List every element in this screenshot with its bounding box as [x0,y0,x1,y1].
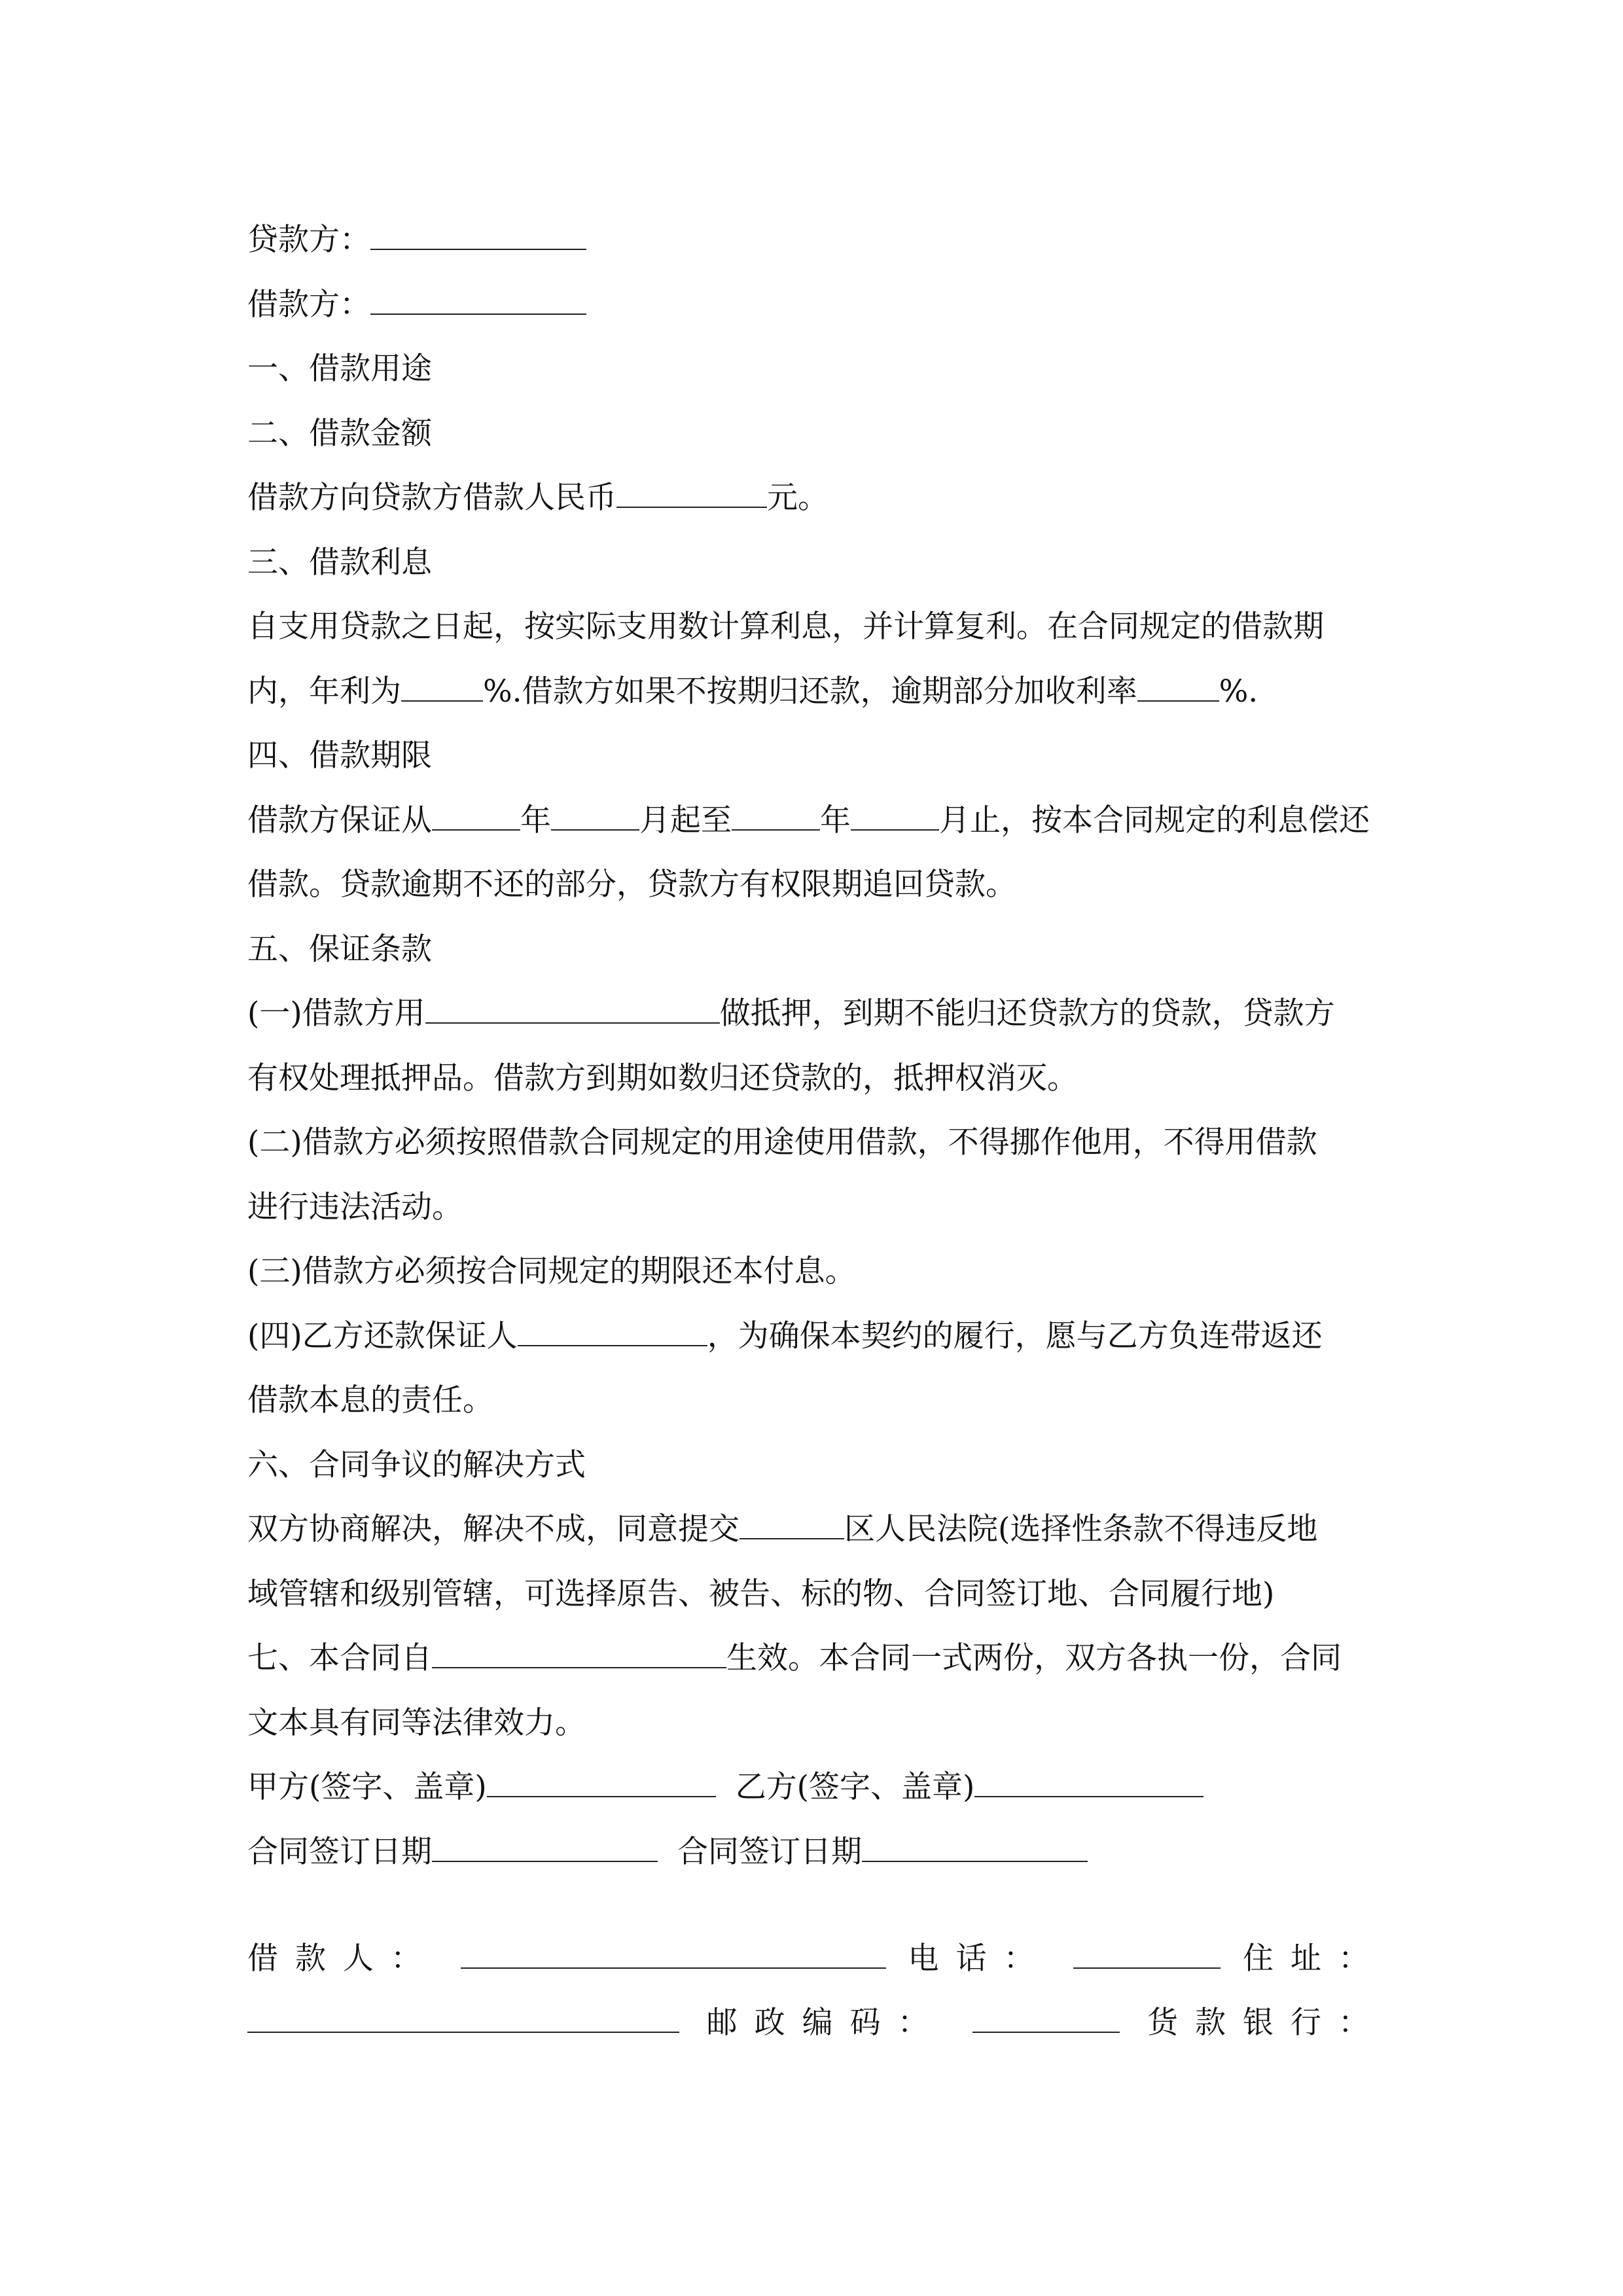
section-3-title: 三、借款利息 [247,544,432,581]
lender-line [247,208,1386,273]
phone-label: 电话： [908,1941,1052,1977]
dispute-text-b: 区人民法院(选择性条款不得违反地 [844,1511,1318,1547]
rate-text-c: %. [1219,673,1258,709]
borrower-person-blank [461,1941,886,1969]
address-blank [247,2005,679,2033]
amount-blank [616,480,767,508]
phone-blank [1073,1941,1221,1969]
term-text-c: 月起至 [639,802,732,838]
party-b-label: 乙方(签字、盖章) [735,1769,975,1805]
term-text-a: 借款方保证从 [247,802,432,838]
postcode-blank [972,2005,1120,2033]
borrower-label: 借款方： [247,286,370,323]
party-a-label: 甲方(签字、盖章) [247,1769,487,1805]
borrower-info-line-1 [247,1927,1386,1992]
overdue-rate-blank [1137,674,1219,702]
clause-4-text-b: ，为确保本契约的履行，愿与乙方负连带返还 [707,1318,1323,1354]
dispute-text-a: 双方协商解决，解决不成，同意提交 [247,1511,740,1547]
collateral-blank [425,996,720,1024]
section-1-title: 一、借款用途 [247,351,432,387]
borrower-blank [370,287,586,315]
sign-date-a-blank [432,1835,658,1862]
amount-text: 借款方向贷款方借款人民币 [247,480,616,516]
section-4-title: 四、借款期限 [247,738,432,774]
start-month-blank [551,803,639,831]
clause-1-text-a: (一)借款方用 [247,996,425,1031]
lender-label: 贷款方： [247,222,370,258]
clause-1-text-b: 做抵押，到期不能归还贷款方的贷款，贷款方 [719,996,1335,1031]
party-a-blank [487,1770,716,1797]
postcode-label: 邮政编码： [706,2005,946,2041]
section-2-amount [247,466,1386,531]
borrower-person-label: 借款人： [247,1941,438,1977]
clause-1-line-2: 有权处理抵押品。借款方到期如数归还贷款的，抵押权消灭。 [247,1060,1078,1096]
borrower-line [247,273,1386,338]
section-7-line-2: 文本具有同等法律效力。 [247,1704,586,1741]
section-4-line-1 [247,789,1386,853]
term-text-d: 年 [820,802,851,838]
guarantor-blank [518,1319,707,1346]
clause-3: (三)借款方必须按合同规定的期限还本付息。 [247,1253,856,1289]
section-2-title: 二、借款金额 [247,415,432,452]
effective-blank [432,1641,726,1668]
contract-body [247,208,1386,1884]
section-6-line-1 [247,1498,1386,1562]
clause-2-line-1: (二)借款方必须按照借款合同规定的用途使用借款，不得挪作他用，不得用借款 [247,1124,1317,1160]
section-3-line-1: 自支用贷款之日起，按实际支用数计算利息，并计算复利。在合同规定的借款期 [247,609,1324,645]
party-b-blank [974,1770,1204,1797]
rate-text-b: %.借款方如果不按期归还款，逾期部分加收利率 [483,673,1137,709]
address-label: 住址： [1243,1941,1386,1977]
end-month-blank [851,803,939,831]
end-year-blank [732,803,820,831]
sign-date-line [247,1820,1386,1885]
section-6-line-2: 域管辖和级别管辖，可选择原告、被告、标的物、合同签订地、合同履行地) [247,1575,1275,1612]
term-text-b: 年 [520,802,551,838]
amount-unit: 元。 [767,480,829,516]
clause-4-line-1 [247,1304,1386,1369]
effective-text-b: 生效。本合同一式两份，双方各执一份，合同 [726,1640,1342,1676]
loan-bank-label: 货款银行： [1147,2005,1386,2041]
start-year-blank [432,803,520,831]
section-7-line-1 [247,1626,1386,1691]
annual-rate-blank [401,674,483,702]
lender-blank [370,223,586,250]
section-5-title: 五、保证条款 [247,931,432,967]
sign-date-a-label: 合同签订日期 [247,1833,432,1870]
borrower-info-line-2 [247,1991,1386,2056]
rate-text-a: 内，年利为 [247,673,401,709]
section-6-title: 六、合同争议的解决方式 [247,1446,586,1483]
sign-date-b-blank [862,1835,1088,1862]
effective-text-a: 七、本合同自 [247,1640,432,1676]
clause-2-line-2: 进行违法活动。 [247,1189,463,1225]
section-4-line-2: 借款。贷款逾期不还的部分，贷款方有权限期追回贷款。 [247,867,1016,903]
clause-1-line-1 [247,982,1386,1047]
section-3-line-2 [247,660,1386,725]
sign-date-b-label: 合同签订日期 [677,1833,862,1870]
clause-4-text-a: (四)乙方还款保证人 [247,1318,518,1354]
clause-4-line-2: 借款本息的责任。 [247,1382,493,1418]
court-blank [740,1512,844,1539]
signature-line [247,1755,1386,1820]
term-text-e: 月止，按本合同规定的利息偿还 [939,802,1370,838]
